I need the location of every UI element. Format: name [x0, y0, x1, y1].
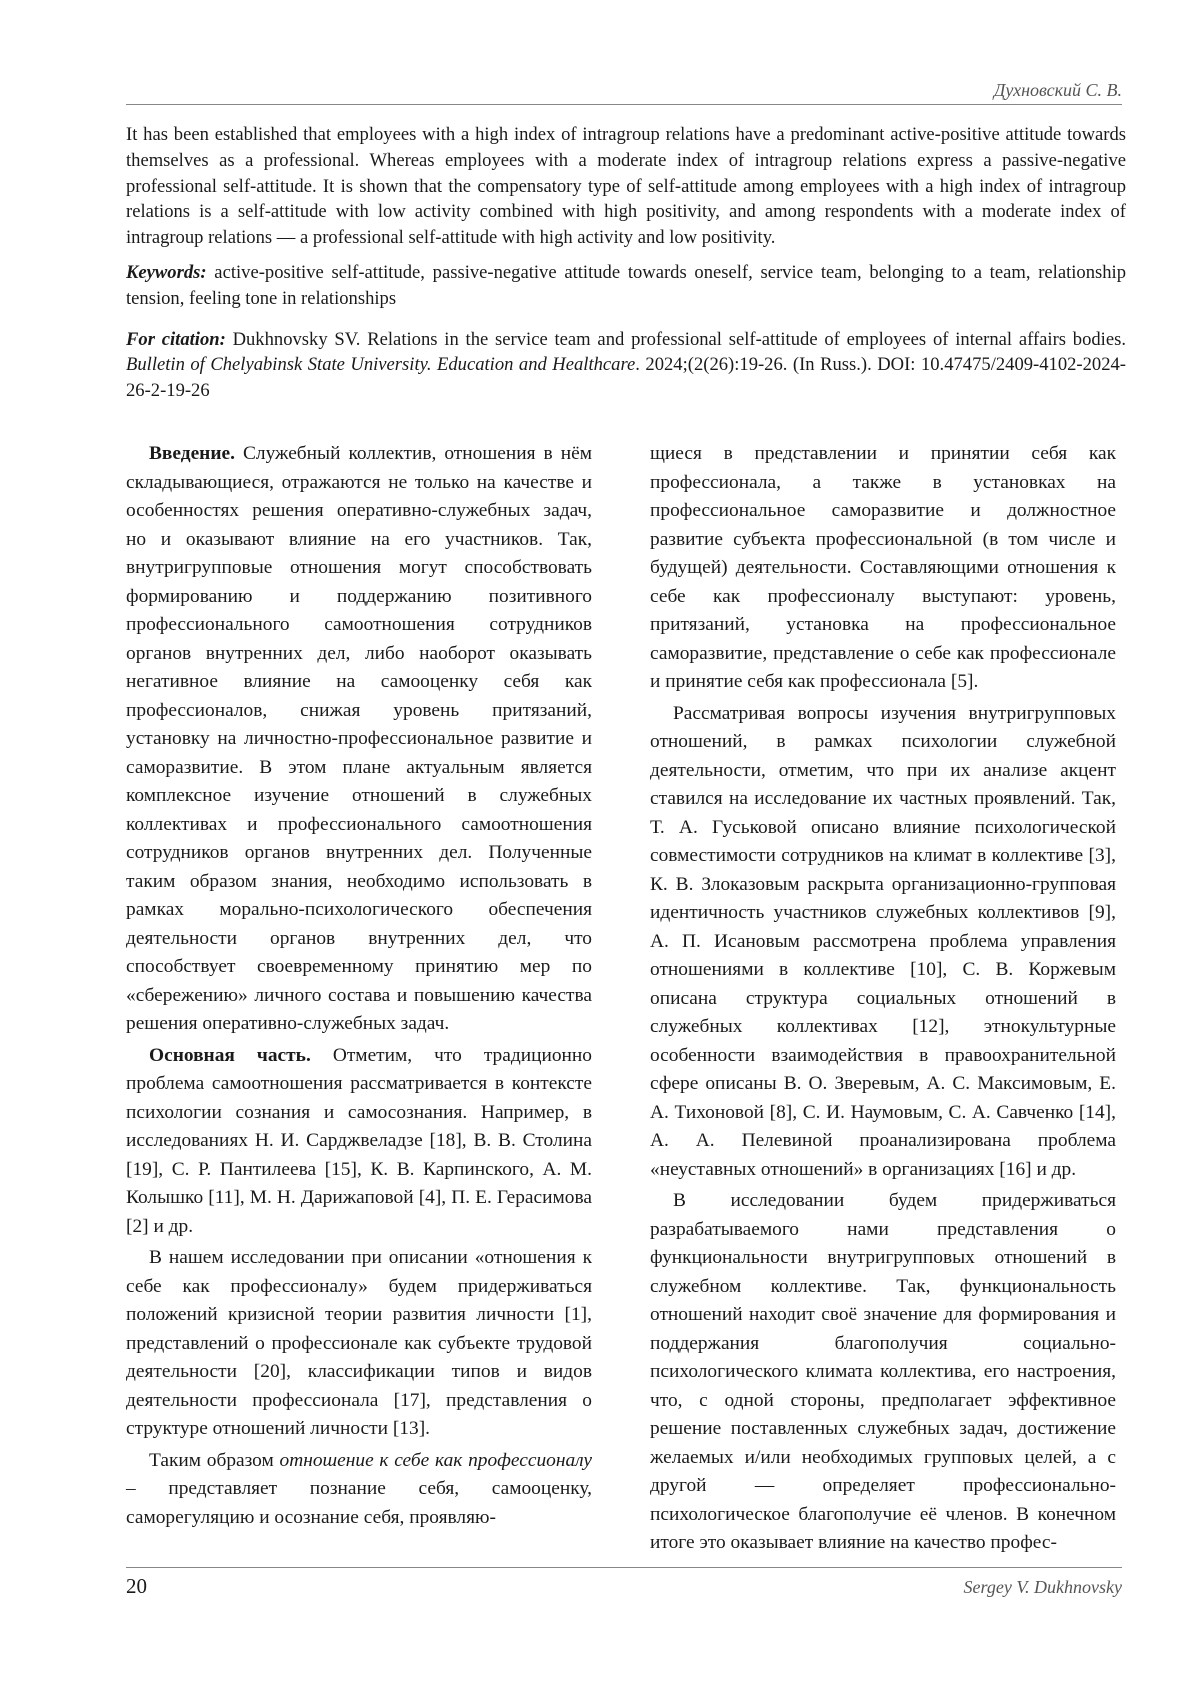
footer-divider [126, 1567, 1122, 1568]
paragraph: В нашем исследовании при описании «отношения к себе как профессионалу» будем придерживаться положений кризисной теории развития личности [1], представлений о профессионале как субъекте трудовой деятельности [20], классификации типов и видов деятельности профессионала [17], представления о структуре отношений личности [13]. [126, 1247, 592, 1439]
paragraph: В исследовании будем придерживаться разрабатываемого нами представления о функциональности внутригрупповых отношений в служебном коллективе. Так, функциональность отношений находит своё значение для формирования и поддержания благополучия социально-психологического климата коллектива, его настроения, что, с одной стороны, предполагает эффективное решение поставленных служебных задач, достижение желаемых и/или необходимых групповых целей, а с другой — определяет профессионально-психологическое благополучие её членов. В конечном итоге это оказывает влияние на качество профес- [650, 1190, 1116, 1553]
paragraph-text: Служебный коллектив, отношения в нём складывающиеся, отражаются не только на качестве и особенностях решения оперативно-служебных задач, но и оказывают влияние на его участников. Так, внутригрупповые отношения могут способствовать формированию и поддержанию позитивного профессионального самоотношения сотрудников органов внутренних дел, либо наоборот оказывать негативное влияние на самооценку себя как профессионалов, снижая уровень притязаний, установку на личностно-профессиональное развитие и саморазвитие. В этом плане актуальным является комплексное изучение отношений в служебных коллективах и профессионального самоотношения сотрудников органов внутренних дел. Полученные таким образом знания, необходимо использовать в рамках морально-психологического обеспечения деятельности органов внутренних дел, что способствует своевременному принятию мер по «сбережению» личного состава и повышению качества решения оперативно-служебных задач. [126, 443, 592, 1034]
paragraph-main-part [126, 1042, 592, 1242]
paragraph-text: Таким образом [149, 1449, 280, 1471]
abstract-text: It has been established that employees with a high index of intragroup relations have a predominant active-positive attitude towards themselves as a professional. Whereas employees with a moderate index of intragroup relations express a passive-negative professional self-attitude. It is shown that the compensatory type of self-attitude among employees with a high index of intragroup relations is a self-attitude with low activity combined with high positivity, and among respondents with a moderate index of intragroup relations — a professional self-attitude with high activity and low positivity. [126, 124, 1126, 249]
paragraph [126, 1447, 592, 1533]
section-heading-introduction: Введение. [149, 443, 235, 464]
section-heading-main-part: Основная часть. [149, 1044, 311, 1066]
right-column [650, 440, 1116, 1561]
keywords-label: Keywords: [126, 261, 207, 283]
italic-term: отношение к себе как профессионалу [279, 1449, 592, 1471]
citation-label: For citation: [126, 328, 226, 350]
page-number: 20 [126, 1574, 147, 1598]
abstract-block [126, 122, 1126, 404]
keywords [126, 260, 1126, 312]
paragraph: Рассматривая вопросы изучения внутригрупповых отношений, в рамках психологии служебной деятельности, отметим, что при их анализе акцент ставился на исследование их частных проявлений. Так, Т. А. Гуськовой описано влияние психологической совместимости сотрудников на климат в коллективе [3], К. В. Злоказовым раскрыта организационно-групповая идентичность участников служебных коллективов [9], А. П. Исановым рассмотрена проблема управления отношениями в коллективе [10], С. В. Коржевым описана структура социальных отношений в служебных коллективах [12], этнокультурные особенности взаимодействия в правоохранительной сфере описаны В. О. Зверевым, А. С. Максимовым, Е. А. Тихоновой [8], С. И. Наумовым, С. А. Савченко [14], А. А. Пелевиной проанализирована проблема «неуставных отношений» в организациях [16] и др. [650, 702, 1116, 1180]
citation-journal: Bulletin of Chelyabinsk State University. Education and Healthcare [126, 354, 636, 376]
keywords-text: active-positive self-attitude, passive-negative attitude towards oneself, service team, belonging to a team, relationship tension, feeling tone in relationships [126, 261, 1126, 309]
header-divider [126, 104, 1122, 105]
paragraph-continued: щиеся в представлении и принятии себя как профессионала, а также в установках на профессиональное саморазвитие и должностное развитие субъекта профессиональной (в том числе и будущей) деятельности. Составляющими отношения к себе как профессионалу выступают: уровень, притязаний, установка на профессиональное саморазвитие, представление о себе как профессионале и принятие себя как профессионала [5]. [650, 443, 1116, 692]
citation [126, 327, 1126, 404]
citation-text: Dukhnovsky SV. Relations in the service team and professional self-attitude of employees of internal affairs bodies. [225, 328, 1126, 350]
body-columns [126, 440, 1126, 1558]
paragraph-text: Отметим, что традиционно проблема самоотношения рассматривается в контексте психологии сознания и самосознания. Например, в исследованиях Н. И. Сарджвеладзе [18], В. В. Столина [19], С. Р. Пантилеева [15], К. В. Карпинского, А. М. Колышко [11], М. Н. Дарижаповой [4], П. Е. Герасимова [2] и др. [126, 1044, 592, 1237]
running-header-author: Духновский С. В. [993, 80, 1122, 100]
citation-tail: . 2024;(2(26):19-26. (In Russ.). DOI: 10.47475/2409-4102-2024-26-2-19-26 [126, 354, 1126, 402]
left-column [126, 440, 592, 1535]
paragraph-introduction [126, 440, 592, 1039]
paragraph-text: – представляет познание себя, самооценку, саморегуляцию и осознание себя, проявляю- [126, 1478, 592, 1528]
running-footer-author: Sergey V. Dukhnovsky [963, 1577, 1122, 1597]
